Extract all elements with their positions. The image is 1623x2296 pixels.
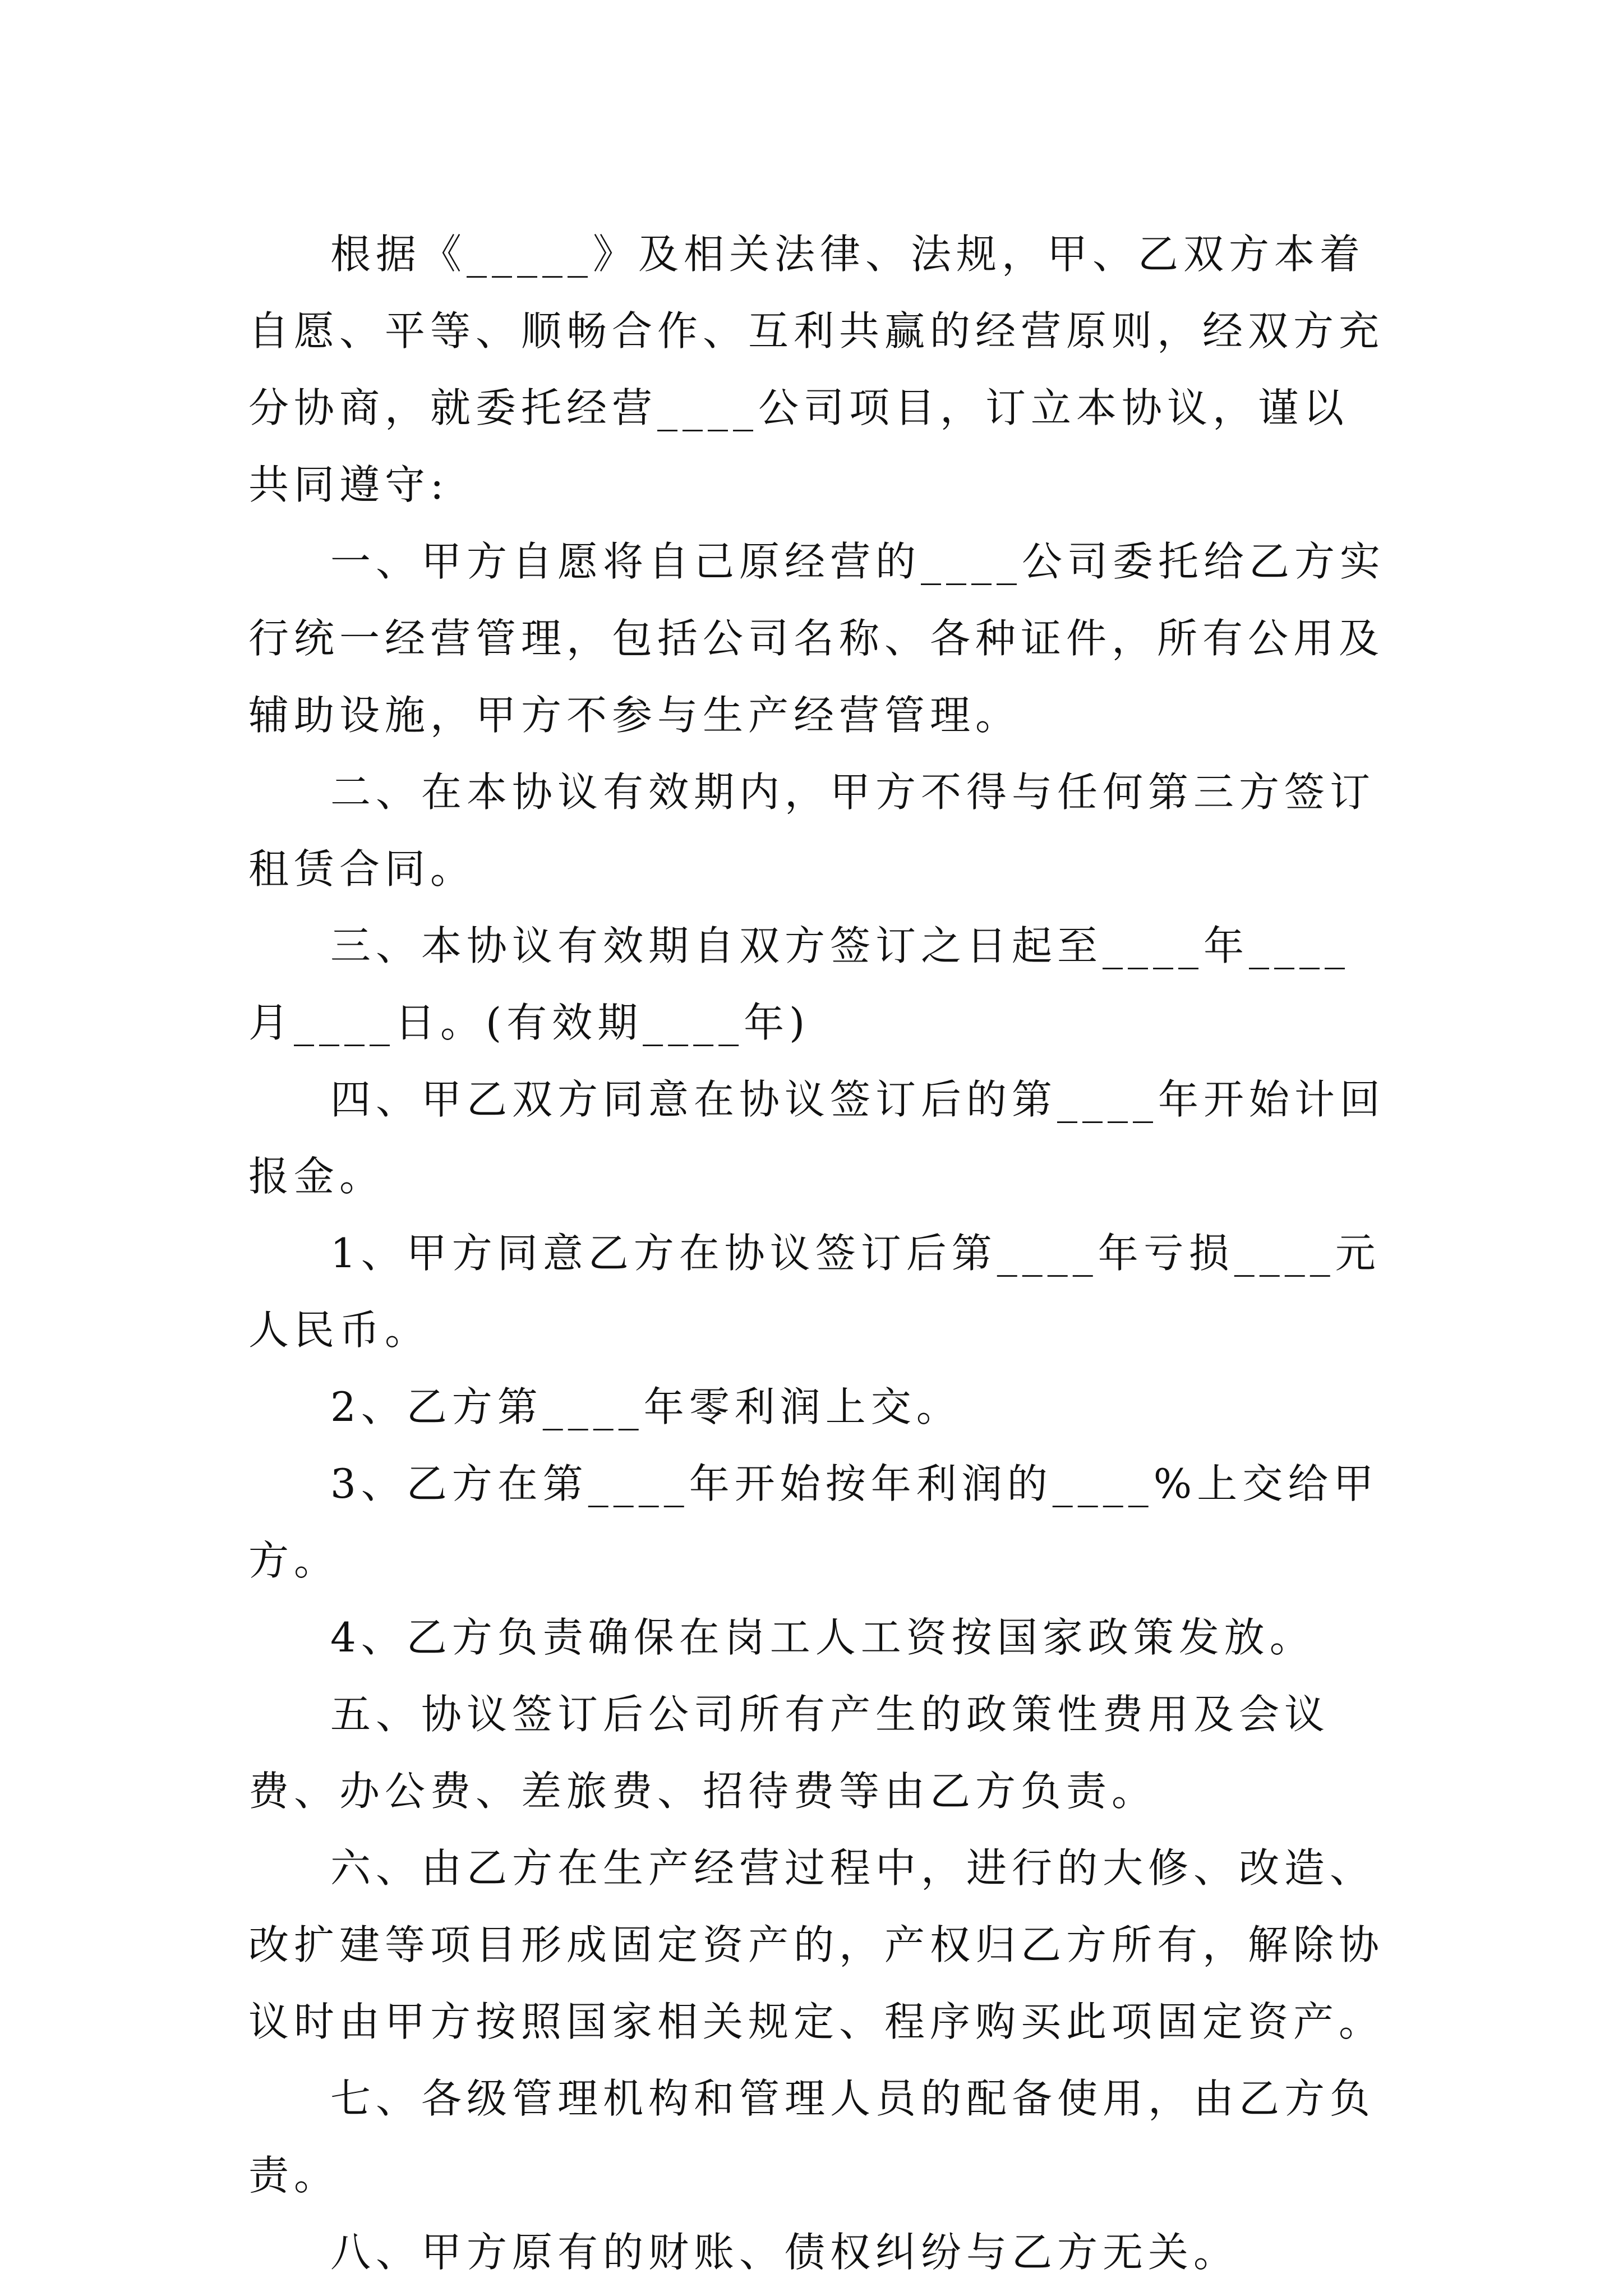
paragraph-clause-2: 二、在本协议有效期内，甲方不得与任何第三方签订租赁合同。 — [248, 769, 1376, 892]
paragraph-clause-5: 五、协议签订后公司所有产生的政策性费用及会议费、办公费、差旅费、招待费等由乙方负责。 — [248, 1691, 1330, 1815]
paragraph-item-4: 4、乙方负责确保在岗工人工资按国家政策发放。 — [330, 1614, 1315, 1661]
paragraph-item-1: 1、甲方同意乙方在协议签订后第____年亏损____元人民币。 — [248, 1230, 1381, 1354]
paragraph-item-2: 2、乙方第____年零利润上交。 — [330, 1383, 962, 1430]
paragraph-clause-1: 一、甲方自愿将自己原经营的____公司委托给乙方实行统一经营管理，包括公司名称、各种证件，所有公用及辅助设施，甲方不参与生产经营管理。 — [248, 538, 1386, 739]
paragraph-item-3: 3、乙方在第____年开始按年利润的____%上交给甲方。 — [248, 1460, 1379, 1584]
paragraph-clause-7: 七、各级管理机构和管理人员的配备使用，由乙方负责。 — [248, 2075, 1376, 2199]
paragraph-clause-8: 八、甲方原有的财账、债权纠纷与乙方无关。 — [330, 2229, 1239, 2276]
paragraph-preamble: 根据《_____》及相关法律、法规，甲、乙双方本着自愿、平等、顺畅合作、互利共赢的经营原则，经双方充分协商，就委托经营____公司项目，订立本协议，谨以共同遵守: — [248, 231, 1385, 508]
paragraph-clause-3: 三、本协议有效期自双方签订之日起至____年____月____日。(有效期____年) — [248, 922, 1350, 1046]
paragraph-clause-6: 六、由乙方在生产经营过程中，进行的大修、改造、改扩建等项目形成固定资产的，产权归乙方所有，解除协议时由甲方按照国家相关规定、程序购买此项固定资产。 — [248, 1844, 1385, 2045]
paragraph-clause-4: 四、甲乙双方同意在协议签订后的第____年开始计回报金。 — [248, 1076, 1386, 1200]
document-body — [248, 216, 1393, 2291]
